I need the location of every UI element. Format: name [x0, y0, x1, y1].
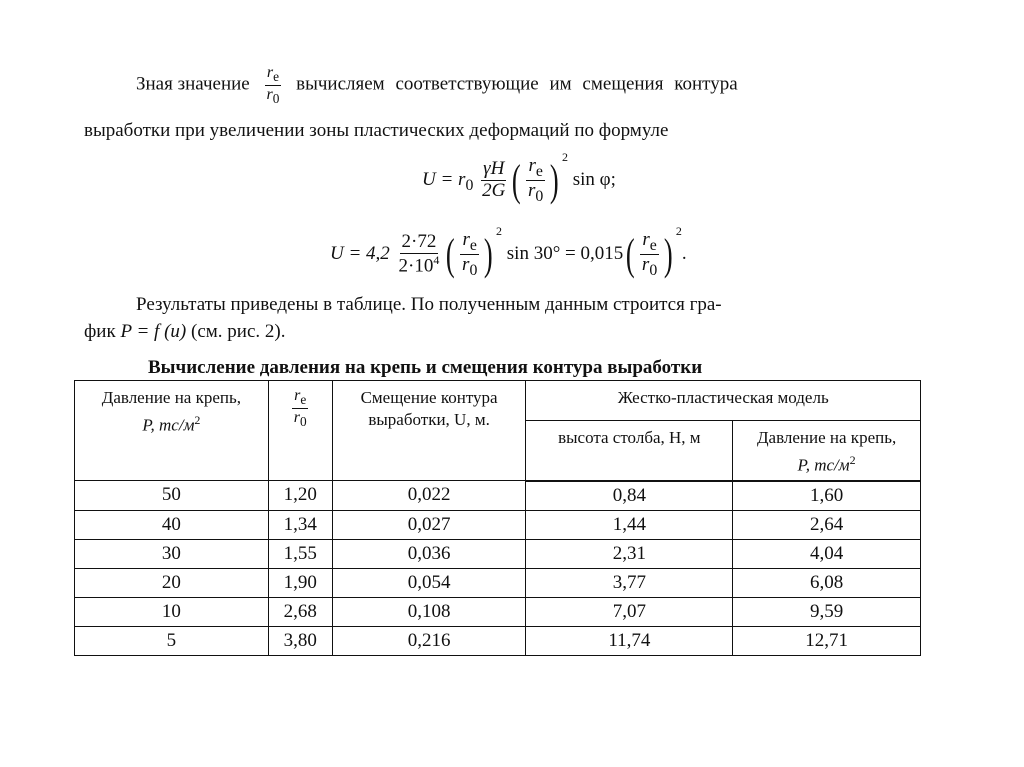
text: 0 — [469, 261, 478, 279]
text: 2 — [496, 224, 503, 238]
table-cell: 3,80 — [268, 626, 332, 655]
table-cell: 7,07 — [526, 597, 733, 626]
table-cell: 0,022 — [332, 481, 526, 511]
table-cell: 1,34 — [268, 510, 332, 539]
text: r — [462, 254, 470, 276]
text: 2 — [194, 413, 201, 427]
table-cell: 12,71 — [733, 626, 921, 655]
header-ratio — [268, 381, 332, 481]
text: 0 — [300, 414, 307, 430]
text: 4 — [433, 252, 440, 267]
header-height: высота столба, H, м — [526, 421, 733, 481]
text: Смещение контура — [360, 388, 498, 407]
table-cell: 1,60 — [733, 481, 921, 511]
text: Зная значение — [136, 73, 250, 95]
table-cell: 0,108 — [332, 597, 526, 626]
paragraph-2-line-1: Результаты приведены в таблице. По полученным данным строится гра- — [136, 294, 722, 315]
table-title: Вычисление давления на крепь и смещения контура выработки — [148, 357, 703, 378]
table-cell: 0,216 — [332, 626, 526, 655]
text: r — [266, 64, 274, 81]
text: r — [641, 254, 650, 276]
text: 0 — [272, 91, 280, 107]
table-cell: 3,77 — [526, 568, 733, 597]
text: r — [642, 228, 650, 250]
table-cell: 30 — [75, 539, 269, 568]
table-cell: 1,20 — [268, 481, 332, 511]
table-cell: 1,90 — [268, 568, 332, 597]
table-row — [75, 568, 921, 597]
table-cell: 11,74 — [526, 626, 733, 655]
text: фик — [84, 321, 116, 342]
table-row — [75, 626, 921, 655]
text: sin φ; — [572, 169, 616, 190]
paragraph-2-line-2 — [84, 321, 285, 343]
parenthesis: ( $\frac{r_e}{r_0}$ ) — [446, 228, 494, 279]
table-cell: 50 — [75, 481, 269, 511]
results-table — [74, 380, 921, 656]
table-cell: 40 — [75, 510, 269, 539]
formula-2 — [330, 224, 687, 279]
fraction — [397, 232, 442, 277]
text: e — [273, 69, 279, 85]
text: r — [293, 408, 301, 426]
text: 2 — [561, 150, 568, 164]
formula-1 — [422, 150, 616, 205]
text: r — [294, 387, 301, 404]
header-model: Жестко-пластическая модель — [526, 381, 921, 421]
text: γH — [483, 158, 505, 180]
text: 2 — [675, 224, 682, 238]
table-cell: 0,84 — [526, 481, 733, 511]
header-model-pressure — [733, 421, 921, 481]
text: 2 — [849, 453, 856, 467]
parenthesis: ( $\frac{r_e}{r_0}$ ) — [626, 228, 673, 279]
header-pressure — [75, 381, 269, 481]
table-cell: 2,68 — [268, 597, 332, 626]
text: 0 — [465, 176, 474, 194]
text: r — [266, 85, 273, 103]
fraction — [480, 159, 507, 202]
text: вычисляем соответствующие им смещения контура — [296, 73, 738, 95]
text: sin 30° = 0,015 — [506, 243, 624, 264]
text: r — [528, 154, 536, 176]
table-cell: 0,027 — [332, 510, 526, 539]
table-cell: 1,44 — [526, 510, 733, 539]
text: r — [462, 228, 470, 250]
table-row — [75, 481, 921, 511]
table-cell: 10 — [75, 597, 269, 626]
parenthesis: ( $\frac{r_e}{r_0}$ ) — [512, 154, 560, 205]
text: Давление на крепь, — [101, 388, 242, 407]
table-cell: 4,04 — [733, 539, 921, 568]
table-row — [75, 597, 921, 626]
text: e — [300, 392, 307, 408]
text: (см. рис. 2). — [191, 321, 286, 342]
table-row — [75, 510, 921, 539]
text: e — [469, 236, 477, 254]
text: P = f (u) — [120, 321, 187, 342]
text: 0 — [535, 187, 544, 205]
table-cell: 9,59 — [733, 597, 921, 626]
ratio-fraction — [264, 64, 281, 107]
table-cell: 0,054 — [332, 568, 526, 597]
text: P, тс/м — [142, 415, 195, 435]
text: e — [535, 162, 543, 180]
header-displacement — [332, 381, 526, 481]
table-row — [75, 539, 921, 568]
table-cell: 5 — [75, 626, 269, 655]
table-cell: 6,08 — [733, 568, 921, 597]
table-cell: 1,55 — [268, 539, 332, 568]
table-cell: 2,64 — [733, 510, 921, 539]
text: U = 4,2 — [330, 243, 390, 264]
table-cell: 20 — [75, 568, 269, 597]
text: 2·10 — [398, 255, 434, 277]
text: выработки, U, м. — [368, 410, 490, 429]
text: . — [681, 243, 687, 264]
paragraph-1-line-1 — [136, 64, 738, 107]
table-cell: 2,31 — [526, 539, 733, 568]
text: Давление на крепь, — [756, 428, 897, 447]
text: r — [528, 180, 536, 202]
text: 2·72 — [401, 231, 437, 253]
text: P, тс/м — [797, 455, 850, 475]
text: U = r — [422, 169, 466, 190]
table-cell: 0,036 — [332, 539, 526, 568]
text: 0 — [649, 261, 658, 279]
text: 2G — [482, 180, 506, 202]
paragraph-1-line-2: выработки при увеличении зоны пластических деформаций по формуле — [84, 120, 669, 141]
text: e — [649, 236, 657, 254]
